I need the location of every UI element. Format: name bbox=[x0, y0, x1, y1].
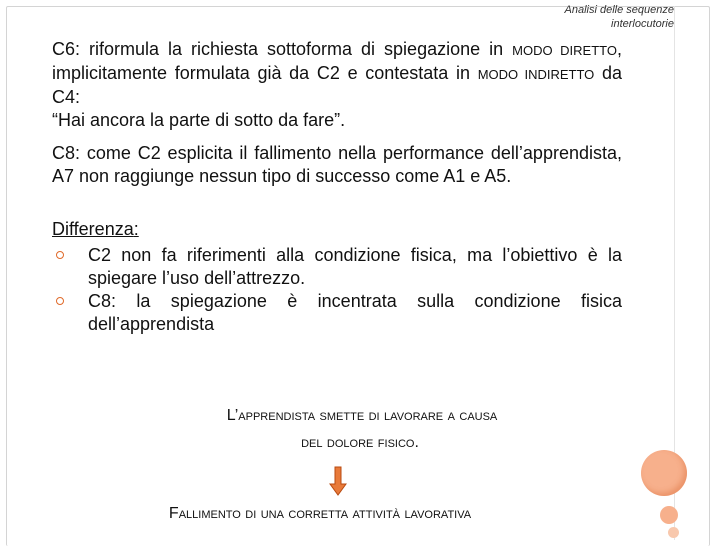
list-item-text: C2 non fa riferimenti alla condizione fisica, ma l’obiettivo è la spiegare l’uso dell’attrezzo. bbox=[88, 245, 622, 288]
paragraph-c6 bbox=[52, 38, 622, 132]
header-line-1: Analisi delle sequenze bbox=[564, 4, 674, 16]
conclusion-line-1: L’apprendista smette di lavorare a causa bbox=[226, 407, 498, 424]
modo-indiretto-term: MODO INDIRETTO bbox=[477, 67, 595, 82]
conclusion-line-2: del dolore fisico. bbox=[301, 434, 419, 451]
paragraph-c6-text-a: C6: riformula la richiesta sottoforma di spiegazione in bbox=[52, 39, 513, 59]
differenza-colon: : bbox=[133, 219, 139, 239]
down-arrow-icon bbox=[329, 466, 347, 496]
conclusion-line-3: Fallimento di una corretta attività lavorativa bbox=[168, 505, 472, 522]
differenza-title: Differenza bbox=[52, 219, 134, 239]
slide-header bbox=[565, 3, 674, 31]
differenza-list bbox=[52, 244, 622, 336]
paragraph-c8: C8: come C2 esplicita il fallimento nella performance dell’apprendista, A7 non raggiunge nessun tipo di successo come A1 e A5. bbox=[52, 143, 622, 186]
paragraph-c6-text-c: da C4: bbox=[52, 63, 622, 107]
list-item bbox=[52, 244, 622, 290]
header-line-2: interlocutorie bbox=[611, 18, 674, 30]
list-item-text: C8: la spiegazione è incentrata sulla condizione fisica dell’apprendista bbox=[88, 291, 622, 334]
decorative-circle-tiny bbox=[668, 527, 679, 538]
bullet-icon bbox=[56, 297, 64, 305]
list-item bbox=[52, 290, 622, 336]
decorative-circle-large bbox=[641, 450, 687, 496]
slide-content bbox=[52, 38, 622, 336]
modo-diretto-term: MODO DIRETTO bbox=[512, 43, 617, 58]
differenza-heading bbox=[52, 218, 622, 241]
bullet-icon bbox=[56, 251, 64, 259]
paragraph-c6-quote: “Hai ancora la parte di sotto da fare”. bbox=[52, 110, 346, 130]
paragraph-c6-text-b: , implicitamente formulata già da C2 e contestata in bbox=[52, 39, 623, 83]
